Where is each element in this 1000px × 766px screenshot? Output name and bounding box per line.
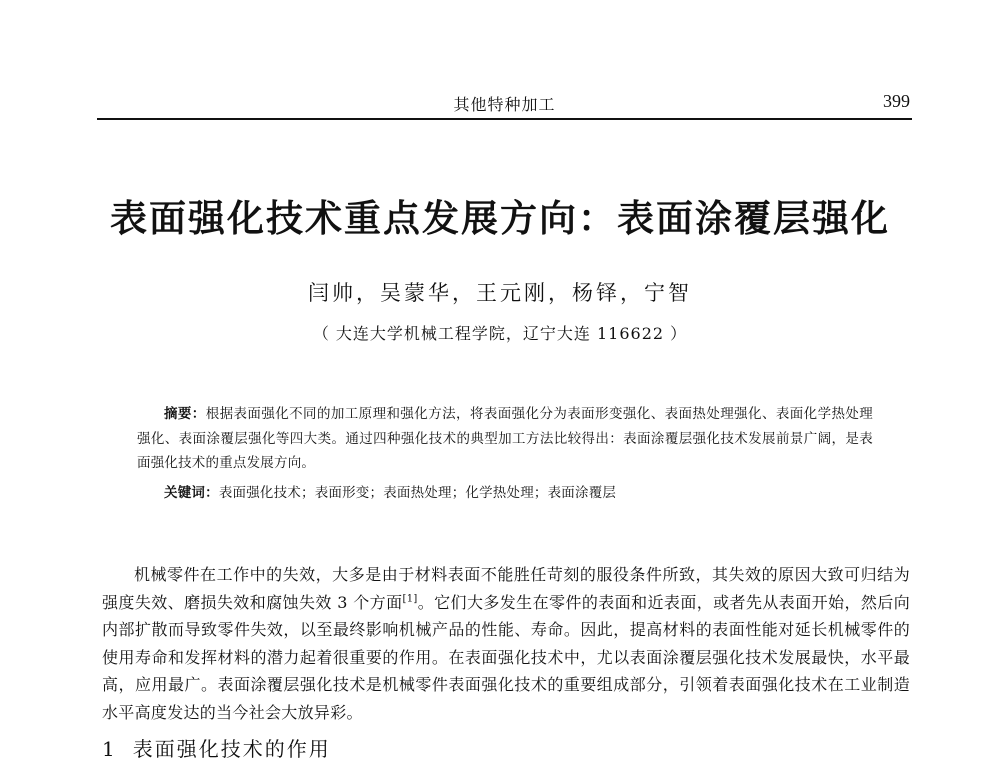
citation-ref: [1] (402, 593, 418, 605)
page-number: 399 (883, 91, 910, 111)
section-number: 1 (102, 737, 117, 761)
intro-text-part1: 机械零件在工作中的失效，大多是由于材料表面不能胜任苛刻的服役条件所致，其失效的原因大致可归结为强度失效、磨损失效和腐蚀失效 3 个方面 (102, 565, 910, 612)
affiliation: （ 大连大学机械工程学院，辽宁大连 116622 ） (312, 324, 688, 343)
running-head-section: 其他特种加工 (453, 95, 556, 114)
abstract (137, 402, 873, 476)
abstract-text: 根据表面强化不同的加工原理和强化方法，将表面强化分为表面形变强化、表面热处理强化、表面化学热处理强化、表面涂覆层强化等四大类。通过四种强化技术的典型加工方法比较得出：表面涂覆层强化技术发展前景广阔，是表面强化技术的重点发展方向。 (137, 406, 873, 471)
keywords-text: 表面强化技术；表面形变；表面热处理；化学热处理；表面涂覆层 (218, 485, 617, 501)
section-heading (102, 733, 331, 762)
intro-paragraph (102, 561, 910, 726)
keywords-label: 关键词： (164, 485, 219, 501)
article-title: 表面强化技术重点发展方向：表面涂覆层强化 (110, 197, 890, 240)
section-title: 表面强化技术的作用 (132, 737, 331, 761)
intro-text-part2: 。它们大多发生在零件的表面和近表面，或者先从表面开始，然后向内部扩散而导致零件失效，以至最终影响机械产品的性能、寿命。因此，提高材料的表面性能对延长机械零件的使用寿命和发挥材料的潜力起着很重要的作用。在表面强化技术中，尤以表面涂覆层强化技术发展最快，水平最高，应用最广。表面涂覆层强化技术是机械零件表面强化技术的重要组成部分，引领着表面强化技术在工业制造水平高度发达的当今社会大放异彩。 (102, 592, 910, 722)
running-header (97, 88, 912, 120)
keywords (164, 481, 874, 505)
author-list: 闫帅，吴蒙华，王元刚，杨铎，宁智 (308, 281, 692, 305)
abstract-label: 摘要： (164, 406, 206, 422)
